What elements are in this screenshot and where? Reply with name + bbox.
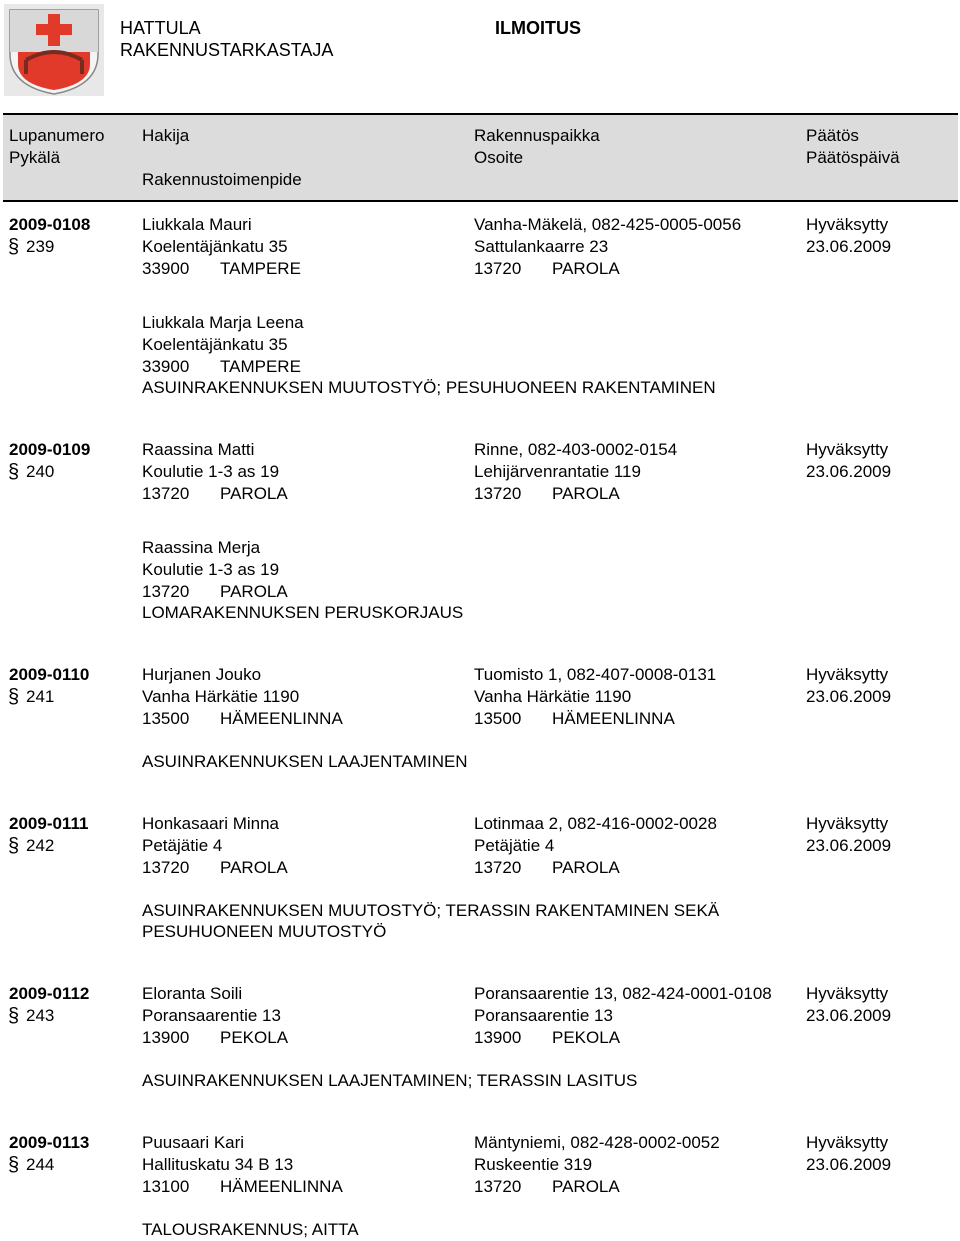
building-site: Mäntyniemi, 082-428-0002-0052 (474, 1133, 720, 1152)
applicant-name: Eloranta Soili (142, 984, 243, 1003)
decision: Hyväksytty (806, 814, 889, 833)
section-sign: § (8, 1005, 20, 1027)
building-site: Poransaarentie 13, 082-424-0001-0108 (474, 984, 772, 1003)
site-address: Poransaarentie 13 (474, 1006, 613, 1025)
permit-number: 2009-0109 (9, 440, 91, 459)
co-applicant-postal (142, 356, 301, 378)
decision: Hyväksytty (806, 215, 889, 234)
applicant-address: Koulutie 1-3 as 19 (142, 462, 280, 481)
postal-code: 13720 (142, 484, 190, 503)
column-label: Rakennuspaikka (474, 126, 600, 145)
applicant-postal (142, 708, 343, 730)
applicant-postal (142, 1176, 343, 1198)
postal-city: PAROLA (220, 484, 288, 503)
postal-city: PAROLA (552, 1177, 620, 1196)
section-number: 244 (26, 1155, 55, 1174)
column-label: Lupanumero (9, 126, 105, 145)
decision-date: 23.06.2009 (806, 237, 892, 256)
applicant-postal (142, 857, 288, 879)
column-header-band (3, 113, 958, 202)
site-address: Petäjätie 4 (474, 836, 555, 855)
site-postal (474, 1176, 620, 1198)
applicant-address: Vanha Härkätie 1190 (142, 687, 300, 706)
postal-code: 13500 (474, 709, 522, 728)
co-applicant-postal (142, 581, 288, 603)
applicant-postal (142, 1027, 288, 1049)
applicant-name: Liukkala Mauri (142, 215, 252, 234)
section-sign: § (8, 236, 20, 258)
section-sign: § (8, 1154, 20, 1176)
permit-number: 2009-0111 (9, 814, 89, 833)
section-number: 240 (26, 462, 55, 481)
document-title: ILMOITUS (495, 18, 581, 38)
applicant-address: Koelentäjänkatu 35 (142, 237, 288, 256)
postal-city: TAMPERE (220, 259, 301, 278)
postal-code: 13100 (142, 1177, 190, 1196)
decision-date: 23.06.2009 (806, 1155, 892, 1174)
column-label: Osoite (474, 148, 524, 167)
decision: Hyväksytty (806, 1133, 889, 1152)
postal-code: 13720 (142, 582, 190, 601)
applicant-name: Honkasaari Minna (142, 814, 280, 833)
site-address: Sattulankaarre 23 (474, 237, 609, 256)
applicant-address: Hallituskatu 34 B 13 (142, 1155, 294, 1174)
applicant-name: Hurjanen Jouko (142, 665, 262, 684)
permit-number: 2009-0110 (9, 665, 90, 684)
decision-date: 23.06.2009 (806, 836, 892, 855)
building-site: Vanha-Mäkelä, 082-425-0005-0056 (474, 215, 742, 234)
section-number: 239 (26, 237, 55, 256)
permit-number: 2009-0113 (9, 1133, 90, 1152)
permit-number: 2009-0112 (9, 984, 90, 1003)
applicant-name: Puusaari Kari (142, 1133, 245, 1152)
postal-city: PAROLA (220, 858, 288, 877)
site-address: Vanha Härkätie 1190 (474, 687, 632, 706)
postal-code: 13900 (474, 1028, 522, 1047)
site-postal (474, 708, 675, 730)
postal-city: TAMPERE (220, 357, 301, 376)
site-postal (474, 258, 620, 280)
column-label: Pykälä (9, 148, 61, 167)
applicant-postal (142, 483, 288, 505)
section-number: 241 (26, 687, 55, 706)
postal-city: HÄMEENLINNA (552, 709, 675, 728)
measure-description-continued: PESUHUONEEN MUUTOSTYÖ (142, 922, 387, 941)
hattula-crest-logo (4, 4, 104, 96)
decision: Hyväksytty (806, 665, 889, 684)
building-site: Lotinmaa 2, 082-416-0002-0028 (474, 814, 717, 833)
column-paatos (806, 125, 900, 169)
site-postal (474, 483, 620, 505)
column-label: Päätöspäivä (806, 148, 900, 167)
decision-date: 23.06.2009 (806, 1006, 892, 1025)
section-number: 242 (26, 836, 55, 855)
postal-code: 13720 (474, 484, 522, 503)
organization-line-1: HATTULA (120, 18, 201, 38)
site-postal (474, 857, 620, 879)
organization-name (120, 17, 333, 61)
section-sign: § (8, 686, 20, 708)
postal-city: PAROLA (552, 259, 620, 278)
column-label: Päätös (806, 126, 859, 145)
postal-city: PEKOLA (552, 1028, 621, 1047)
postal-code: 13720 (142, 858, 190, 877)
column-rakennuspaikka (474, 125, 600, 169)
decision-date: 23.06.2009 (806, 687, 892, 706)
postal-code: 13900 (142, 1028, 190, 1047)
organization-line-2: RAKENNUSTARKASTAJA (120, 40, 334, 60)
section-sign: § (8, 461, 20, 483)
column-hakija (142, 125, 302, 191)
postal-city: HÄMEENLINNA (220, 709, 343, 728)
site-postal (474, 1027, 620, 1049)
postal-code: 13720 (474, 259, 522, 278)
applicant-name: Raassina Matti (142, 440, 255, 459)
postal-code: 13500 (142, 709, 190, 728)
postal-city: PAROLA (220, 582, 288, 601)
decision: Hyväksytty (806, 440, 889, 459)
site-address: Lehijärvenrantatie 119 (474, 462, 641, 481)
column-label: Hakija (142, 126, 190, 145)
co-applicant-name: Liukkala Marja Leena (142, 313, 304, 332)
measure-description: ASUINRAKENNUKSEN LAAJENTAMINEN; TERASSIN LASITUS (142, 1071, 638, 1090)
building-site: Rinne, 082-403-0002-0154 (474, 440, 678, 459)
postal-code: 33900 (142, 259, 190, 278)
applicant-address: Petäjätie 4 (142, 836, 223, 855)
permit-number: 2009-0108 (9, 215, 91, 234)
column-label-empty (142, 147, 302, 169)
postal-city: PAROLA (552, 484, 620, 503)
measure-description: ASUINRAKENNUKSEN MUUTOSTYÖ; TERASSIN RAKENTAMINEN SEKÄ (142, 901, 720, 920)
co-applicant-address: Koulutie 1-3 as 19 (142, 560, 280, 579)
section-number: 243 (26, 1006, 55, 1025)
co-applicant-address: Koelentäjänkatu 35 (142, 335, 288, 354)
postal-city: PEKOLA (220, 1028, 289, 1047)
co-applicant-name: Raassina Merja (142, 538, 261, 557)
applicant-address: Poransaarentie 13 (142, 1006, 281, 1025)
site-address: Ruskeentie 319 (474, 1155, 593, 1174)
postal-city: PAROLA (552, 858, 620, 877)
column-lupanumero (9, 125, 104, 169)
measure-description: TALOUSRAKENNUS; AITTA (142, 1220, 359, 1239)
decision: Hyväksytty (806, 984, 889, 1003)
measure-description: LOMARAKENNUKSEN PERUSKORJAUS (142, 603, 464, 622)
postal-code: 13720 (474, 858, 522, 877)
postal-code: 33900 (142, 357, 190, 376)
applicant-postal (142, 258, 301, 280)
column-label: Rakennustoimenpide (142, 170, 302, 189)
postal-city: HÄMEENLINNA (220, 1177, 343, 1196)
measure-description: ASUINRAKENNUKSEN MUUTOSTYÖ; PESUHUONEEN RAKENTAMINEN (142, 378, 716, 397)
building-site: Tuomisto 1, 082-407-0008-0131 (474, 665, 717, 684)
measure-description: ASUINRAKENNUKSEN LAAJENTAMINEN (142, 752, 468, 771)
postal-code: 13720 (474, 1177, 522, 1196)
decision-date: 23.06.2009 (806, 462, 892, 481)
section-sign: § (8, 835, 20, 857)
